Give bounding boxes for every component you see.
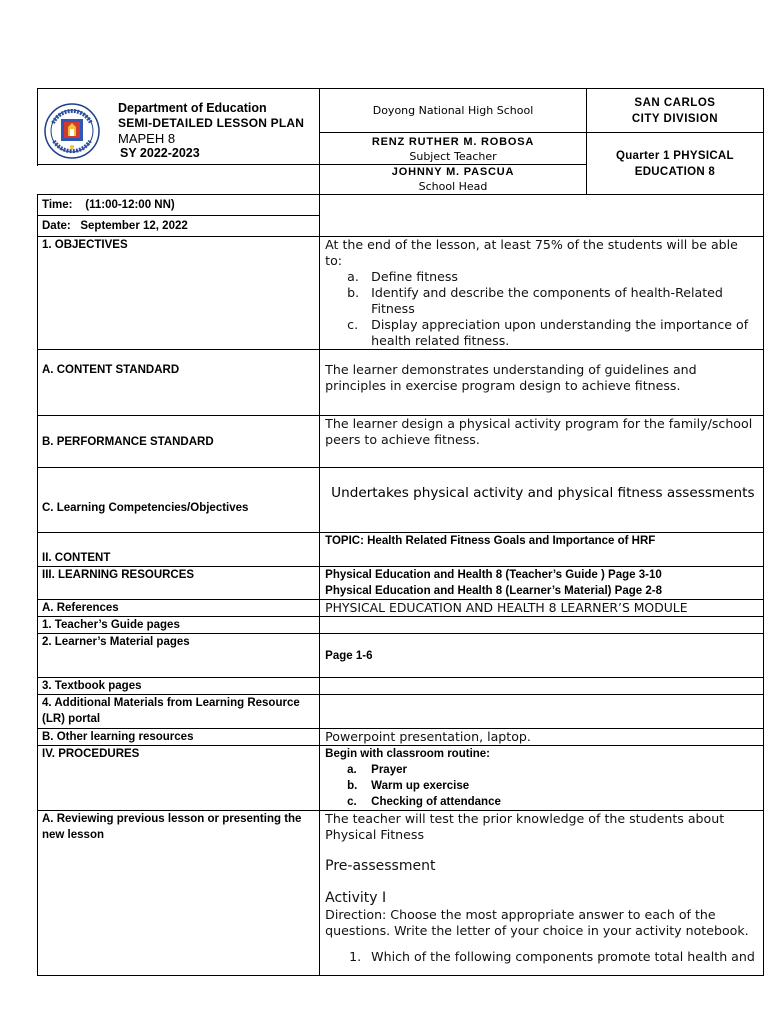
head-role: School Head	[418, 180, 488, 193]
competencies-text: Undertakes physical activity and physical fitness assessments	[331, 485, 755, 501]
content-standard-label: A. CONTENT STANDARD	[38, 350, 320, 416]
time-cell	[38, 195, 320, 216]
pre-assessment-heading: Pre-assessment	[325, 858, 436, 874]
time-spacer	[320, 195, 764, 216]
references-label: A. References	[38, 600, 320, 617]
subject-title: MAPEH 8	[118, 131, 176, 146]
division-line-1: SAN CARLOS	[634, 96, 716, 109]
objectives-cell	[320, 237, 764, 350]
lesson-plan-table	[37, 88, 764, 976]
objectives-intro: At the end of the lesson, at least 75% of the students will be able to:	[325, 237, 738, 268]
school-name: Doyong National High School	[372, 104, 534, 117]
plan-type: SEMI-DETAILED LESSON PLAN	[118, 116, 305, 130]
competencies-label: C. Learning Competencies/Objectives	[38, 468, 320, 533]
procedures-label: IV. PROCEDURES	[38, 746, 320, 811]
textbook-value	[320, 678, 764, 695]
learning-resources-label: III. LEARNING RESOURCES	[38, 567, 320, 600]
time-label: Time:	[42, 199, 73, 211]
teacher-cell	[320, 133, 587, 165]
question-item: 1. Which of the following components promote total health and	[349, 949, 755, 964]
date-label: Date:	[42, 220, 71, 232]
additional-materials-label: 4. Additional Materials from Learning Resource (LR) portal	[38, 695, 320, 729]
performance-standard-label: B. PERFORMANCE STANDARD	[38, 416, 320, 468]
other-resources-value: Powerpoint presentation, laptop.	[320, 729, 764, 746]
routine-item: c. Checking of attendance	[347, 796, 501, 808]
school-year: SY 2022-2023	[120, 146, 200, 160]
reviewing-cell	[320, 811, 764, 976]
learners-material-value: Page 1-6	[320, 634, 764, 678]
activity-heading: Activity I	[325, 890, 387, 906]
header-cell	[38, 89, 320, 165]
head-cell	[320, 165, 587, 195]
question-list	[325, 949, 758, 965]
learning-resources-line-1: Physical Education and Health 8 (Teacher’s Guide ) Page 3-10	[325, 569, 662, 581]
learners-material-label: 2. Learner’s Material pages	[38, 634, 320, 678]
references-value: PHYSICAL EDUCATION AND HEALTH 8 LEARNER’S MODULE	[320, 600, 764, 617]
head-name: JOHNNY M. PASCUA	[391, 166, 515, 178]
teacher-name: RENZ RUTHER M. ROBOSA	[371, 136, 535, 148]
date-spacer	[320, 216, 764, 237]
procedures-intro: Begin with classroom routine:	[325, 748, 491, 760]
teachers-guide-label: 1. Teacher’s Guide pages	[38, 617, 320, 634]
routine-item: b. Warm up exercise	[347, 780, 470, 792]
header-title-block	[118, 101, 304, 161]
textbook-label: 3. Textbook pages	[38, 678, 320, 695]
competencies-cell	[320, 468, 764, 533]
routine-item: a. Prayer	[347, 764, 407, 776]
learning-resources-cell	[320, 567, 764, 600]
division-line-2: CITY DIVISION	[631, 112, 719, 125]
performance-standard-text: The learner design a physical activity program for the family/school peers to achieve fitness.	[320, 416, 764, 468]
reviewing-label: A. Reviewing previous lesson or presenting the new lesson	[38, 811, 320, 976]
time-value: (11:00-12:00 NN)	[85, 199, 175, 211]
activity-direction: Direction: Choose the most appropriate answer to each of the questions. Write the letter of your choice in your activity notebook.	[325, 907, 749, 938]
teacher-role: Subject Teacher	[409, 150, 497, 163]
quarter-cell	[586, 133, 763, 195]
quarter-line-2: EDUCATION 8	[634, 165, 716, 178]
objectives-label: 1. OBJECTIVES	[38, 237, 320, 350]
objective-item: b. Identify and describe the components of health-Related Fitness	[347, 285, 723, 316]
reviewing-intro: The teacher will test the prior knowledge of the students about Physical Fitness	[325, 811, 725, 842]
deped-seal-logo	[44, 103, 100, 159]
other-resources-label: B. Other learning resources	[38, 729, 320, 746]
division-cell	[586, 89, 763, 133]
objective-item: a. Define fitness	[347, 269, 458, 284]
objectives-list	[325, 269, 758, 349]
learning-resources-line-2: Physical Education and Health 8 (Learner’s Material) Page 2-8	[325, 585, 662, 597]
objective-item: c. Display appreciation upon understanding the importance of health related fitness.	[347, 317, 749, 348]
content-label: II. CONTENT	[38, 533, 320, 567]
additional-materials-value	[320, 695, 764, 729]
procedures-cell	[320, 746, 764, 811]
teachers-guide-value	[320, 617, 764, 634]
content-standard-text: The learner demonstrates understanding of guidelines and principles in exercise program design to achieve fitness.	[320, 350, 764, 416]
date-value: September 12, 2022	[80, 220, 188, 232]
department-title: Department of Education	[118, 101, 267, 115]
school-cell	[320, 89, 587, 133]
routine-list	[325, 762, 758, 810]
content-topic: TOPIC: Health Related Fitness Goals and Importance of HRF	[320, 533, 764, 567]
date-cell	[38, 216, 320, 237]
quarter-line-1: Quarter 1 PHYSICAL	[615, 149, 734, 162]
